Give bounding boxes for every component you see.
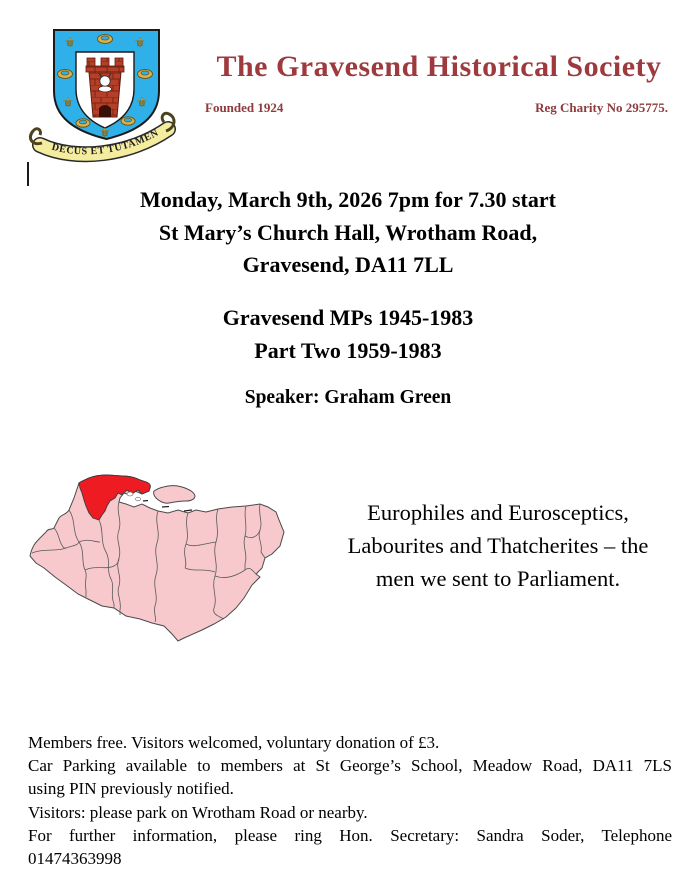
society-crest-logo — [26, 24, 180, 172]
founded-label: Founded 1924 — [205, 100, 284, 115]
description-line2: Labourites and Thatcherites – the — [347, 533, 649, 558]
event-venue-line: St Mary’s Church Hall, Wrotham Road, — [158, 219, 538, 245]
svg-text:⚜: ⚜ — [64, 36, 76, 51]
talk-description — [300, 496, 696, 595]
description-line3: men we sent to Parliament. — [375, 566, 621, 591]
footer-contact-phone: 01474363998 — [28, 849, 122, 869]
charity-number-label: Reg Charity No 295775. — [535, 100, 668, 115]
svg-text:⚜: ⚜ — [134, 36, 146, 51]
footer-parking-line1: Car Parking available to members at St George’s School, Meadow Road, DA11 7LS — [28, 756, 672, 776]
description-line1: Europhiles and Eurosceptics, — [367, 500, 629, 525]
event-postcode-line: Gravesend, DA11 7LL — [242, 252, 454, 277]
footer-visitors-line: Visitors: please park on Wrotham Road or nearby. — [28, 802, 368, 822]
svg-text:⚜: ⚜ — [99, 126, 111, 141]
crest-motto: DECUS ET TUTAMEN — [50, 127, 161, 158]
page-title: The Gravesend Historical Society — [216, 50, 662, 83]
footer-contact-line1: For further information, please ring Hon. Secretary: Sandra Soder, Telephone — [28, 825, 672, 845]
talk-title-line1: Gravesend MPs 1945-1983 — [222, 305, 474, 330]
footer-parking-line2: using PIN previously notified. — [28, 779, 234, 799]
tower-door — [99, 105, 111, 117]
footer-notes — [28, 731, 672, 870]
footer-admission-line: Members free. Visitors welcomed, voluntary donation of £3. — [28, 733, 440, 752]
lamb-head — [100, 76, 110, 86]
sheppey-island — [154, 486, 195, 504]
svg-text:⚜: ⚜ — [136, 96, 148, 111]
event-details — [0, 184, 696, 282]
talk-title-line2: Part Two 1959-1983 — [254, 337, 442, 363]
kent-constituencies-map — [22, 458, 310, 664]
text-cursor — [27, 162, 29, 186]
speaker-line: Speaker: Graham Green — [244, 387, 452, 408]
event-date-line: Monday, March 9th, 2026 7pm for 7.30 start — [140, 187, 556, 212]
svg-text:⚜: ⚜ — [62, 96, 74, 111]
talk-title — [0, 302, 696, 367]
